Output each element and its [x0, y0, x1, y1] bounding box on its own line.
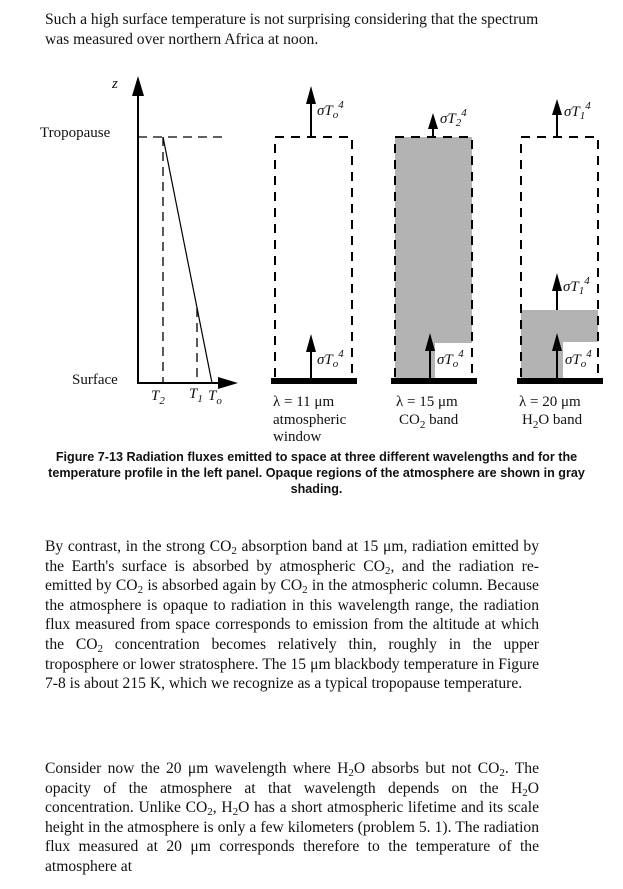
band-label-2: window [273, 429, 322, 445]
wavelength-label: λ = 15 μm [396, 394, 458, 410]
surface-bar [517, 378, 603, 384]
flux-top-label: $\sigma T_1^4$ [564, 100, 591, 122]
surface-label: Surface [72, 372, 118, 388]
z-axis-arrow-icon [132, 76, 144, 96]
intro-paragraph: Such a high surface temperature is not surprising considering that the spectrum was measured over northern Africa at noon. [45, 11, 539, 48]
temperature-profile-line [163, 137, 212, 383]
up-arrow-icon [306, 86, 316, 104]
co2-paragraph: By contrast, in the strong $CO_2$ absorption band at 15 μm, radiation emitted by the Earth's surface is absorbed by atmospheric $CO_2$, and the radiation re-emitted by $CO_2$ is absorbed again by $CO_2$ in the atmospheric column. Because the atmosphere is opaque to radiation in this wavelength range, the radiation flux measured from space corresponds to emission from the altitude at which the $CO_2$ concentration becomes relatively thin, roughly in the upper troposphere or lower stratosphere. The 15 μm blackbody temperature in Figure 7-8 is about 215 K, which we recognize as a typical tropopause temperature. [45, 538, 540, 693]
surface-bar [391, 378, 477, 384]
h2o-panel [517, 99, 603, 431]
t-axis-arrow-icon [218, 377, 238, 389]
band-label: $H_2O$ band [522, 412, 583, 431]
tick-to: $T_o$ [208, 388, 222, 407]
h2o-paragraph: Consider now the 20 μm wavelength where $H_2O$ absorbs but not $CO_2$. The opacity of the atmosphere at that wavelength depends on the $H_2O$ concentration. Unlike $CO_2$, $H_2O$ has a short atmospheric lifetime and its scale height in the atmosphere is only a few kilometers (problem 5. 1). The radiation flux measured at 20 μm corresponds therefore to the temperature of the atmosphere at [45, 760, 539, 875]
flux-top-label: $\sigma T_2^4$ [440, 107, 467, 129]
flux-inner-label: $\sigma T_o^4$ [317, 348, 344, 370]
flux-inner-label: $\sigma T_o^4$ [565, 348, 592, 370]
window-panel [271, 86, 357, 445]
up-arrow-icon [306, 334, 316, 352]
up-arrow-icon [552, 273, 562, 291]
surface-bar [271, 378, 357, 384]
tropopause-label: Tropopause [40, 125, 111, 141]
up-arrow-icon [552, 99, 562, 115]
z-label: z [112, 76, 118, 92]
figure-caption: Figure 7-13 Radiation fluxes emitted to space at three different wavelengths and for the temperature profile in the left panel. Opaque regions of the atmosphere are shown in gray shading. [48, 450, 585, 496]
wavelength-label: λ = 20 μm [519, 394, 581, 410]
co2-panel [391, 107, 477, 431]
band-label: $CO_2$ band [399, 412, 459, 431]
temperature-profile-panel [40, 76, 238, 407]
flux-top-label: $\sigma T_o^4$ [317, 99, 344, 121]
tick-t2: $T_2$ [151, 388, 165, 407]
flux-inner-label: $\sigma T_o^4$ [437, 348, 464, 370]
figure-7-13 [0, 60, 623, 450]
flux-mid-label: $\sigma T_1^4$ [563, 275, 590, 297]
up-arrow-icon [428, 113, 438, 129]
tick-t1: $T_1$ [189, 386, 203, 405]
band-label: atmospheric [273, 412, 347, 428]
wavelength-label: λ = 11 μm [273, 394, 335, 410]
